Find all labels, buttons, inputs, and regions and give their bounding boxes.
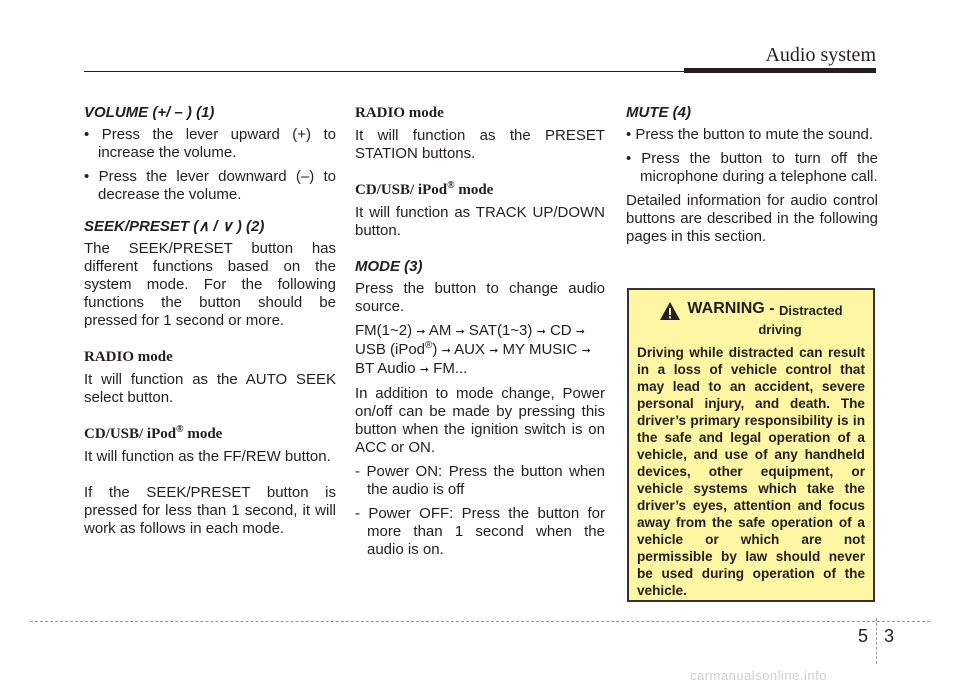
- arrow-icon: ➞: [536, 326, 546, 338]
- cd-usb-ipod-paragraph: It will function as TRACK UP/DOWN button.: [355, 204, 605, 239]
- volume-bullet-down: • Press the lever downward (–) to decrease the volume.: [84, 168, 336, 203]
- arrow-icon: ➞: [419, 364, 429, 376]
- warning-body: Driving while distracted can result in a loss of vehicle control that may lead to an accident, severe personal injury, and death. The driver’s primary responsibility is in the safe and legal operation of a vehicle, and use of any handheld devices, other equipment, or vehicle systems which take the driver’s eyes, attention and focus away from the safe operation of a vehicle or which are not permissible by law should never be used during operation of the vehicle.: [637, 345, 865, 598]
- warning-header: [637, 300, 865, 321]
- warning-word: WARNING -: [687, 300, 775, 317]
- page-number-separator: [876, 618, 877, 664]
- mute-bullet-sound: • Press the button to mute the sound.: [626, 126, 874, 143]
- column-3: [626, 104, 878, 246]
- column-1: [84, 104, 336, 538]
- seek-heading: SEEK/PRESET (∧ / ∨ ) (2): [84, 218, 265, 235]
- mode-sequence: FM(1~2) ➞ AM ➞ SAT(1~3) ➞ CD ➞ USB (iPod®) ➞ AUX ➞ MY MUSIC ➞ BT Audio ➞ FM...: [355, 322, 591, 377]
- volume-heading: VOLUME (+/ – ) (1): [84, 104, 215, 121]
- column-2: [355, 104, 605, 559]
- short-press-paragraph: If the SEEK/PRESET button is pressed for less than 1 second, it will work as follows in each mode.: [84, 484, 336, 537]
- arrow-icon: ➞: [575, 326, 586, 338]
- power-on-item: - Power ON: Press the button when the audio is off: [355, 463, 605, 498]
- page-number: 3: [884, 626, 895, 646]
- cd-usb-ipod-heading: CD/USB/ iPod® mode: [84, 424, 223, 442]
- mute-heading: MUTE (4): [626, 104, 691, 121]
- warning-subtitle-2: driving: [758, 322, 802, 337]
- arrow-icon: ➞: [441, 345, 451, 357]
- footer-divider: [30, 621, 930, 622]
- radio-mode-heading: RADIO mode: [355, 105, 444, 121]
- power-paragraph: In addition to mode change, Power on/off can be made by pressing this button when the ignition switch is on ACC or ON.: [355, 385, 605, 456]
- page-header-title: Audio system: [765, 44, 876, 66]
- mode-paragraph: Press the button to change audio source.: [355, 280, 605, 315]
- header-rule: [84, 71, 684, 72]
- arrow-icon: ➞: [455, 326, 465, 338]
- watermark: carmanualsonline.info: [690, 668, 827, 683]
- radio-mode-paragraph: It will function as the PRESET STATION buttons.: [355, 127, 605, 162]
- arrow-icon: ➞: [581, 345, 591, 357]
- cd-usb-ipod-paragraph: It will function as the FF/REW button.: [84, 448, 331, 465]
- header-rule-accent: [684, 68, 876, 73]
- chapter-number: 5: [858, 626, 869, 646]
- mode-heading: MODE (3): [355, 258, 423, 275]
- detail-paragraph: Detailed information for audio control buttons are described in the following pages in this section.: [626, 192, 878, 245]
- volume-bullet-up: • Press the lever upward (+) to increase the volume.: [84, 126, 336, 161]
- cd-usb-ipod-heading: CD/USB/ iPod® mode: [355, 180, 494, 198]
- radio-mode-heading: RADIO mode: [84, 349, 173, 365]
- seek-paragraph: The SEEK/PRESET button has different functions based on the system mode. For the following functions the button should be pressed for 1 second or more.: [84, 240, 336, 329]
- arrow-icon: ➞: [489, 345, 499, 357]
- mute-bullet-mic: • Press the button to turn off the microphone during a telephone call.: [626, 150, 878, 185]
- power-off-item: - Power OFF: Press the button for more than 1 second when the audio is on.: [355, 505, 605, 558]
- warning-subtitle: Distracted: [778, 303, 843, 318]
- radio-mode-paragraph: It will function as the AUTO SEEK select button.: [84, 371, 336, 406]
- warning-box: [627, 288, 875, 602]
- warning-triangle-icon: [659, 301, 681, 321]
- arrow-icon: ➞: [416, 326, 426, 338]
